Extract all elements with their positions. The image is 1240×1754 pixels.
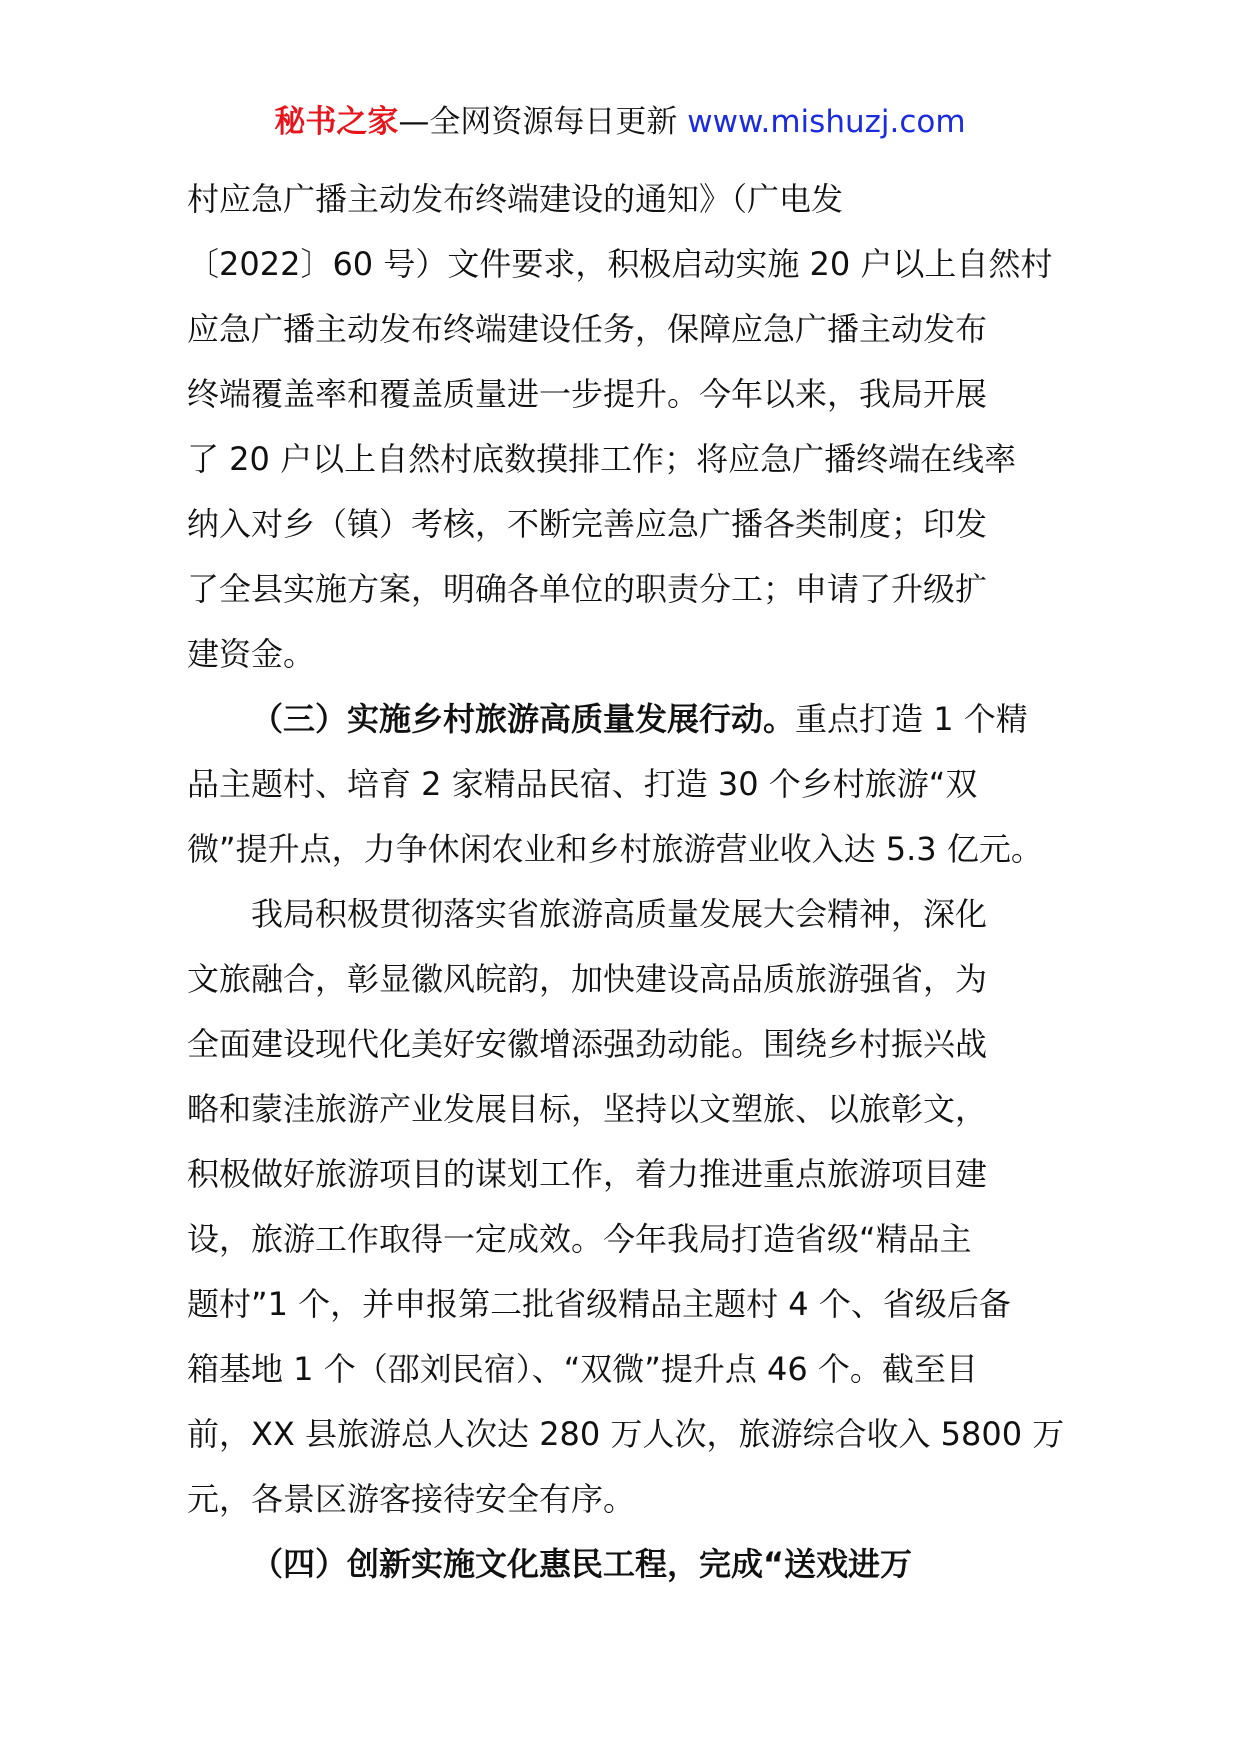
paragraph-line: 略和蒙洼旅游产业发展目标，坚持以文塑旅、以旅彰文， [187, 1090, 988, 1128]
header-url-link[interactable]: www.mishuzj.com [687, 104, 966, 140]
paragraph-line: 全面建设现代化美好安徽增添强劲动能。围绕乡村振兴战 [187, 1025, 988, 1063]
paragraph-line: 〔2022〕60 号）文件要求，积极启动实施 20 户以上自然村 [187, 245, 1053, 283]
paragraph-line: 纳入对乡（镇）考核，不断完善应急广播各类制度；印发 [187, 505, 988, 543]
paragraph-line: 了全县实施方案，明确各单位的职责分工；申请了升级扩 [187, 570, 988, 608]
paragraph-line: 了 20 户以上自然村底数摸排工作；将应急广播终端在线率 [187, 440, 1017, 478]
section-heading-3-text: 重点打造 1 个精 [795, 700, 1028, 738]
section-heading-3-title: （三）实施乡村旅游高质量发展行动。 [251, 700, 796, 738]
paragraph-line: 我局积极贯彻落实省旅游高质量发展大会精神，深化 [251, 895, 988, 933]
page-header [0, 100, 1240, 144]
paragraph-line: 积极做好旅游项目的谋划工作，着力推进重点旅游项目建 [187, 1155, 988, 1193]
paragraph-line: 箱基地 1 个（邵刘民宿）、“双微”提升点 46 个。截至目 [187, 1350, 978, 1388]
header-tagline: —全网资源每日更新 [398, 104, 688, 140]
paragraph-line: 品主题村、培育 2 家精品民宿、打造 30 个乡村旅游“双 [187, 765, 978, 803]
document-body [187, 167, 1087, 1597]
section-heading-4-title: （四）创新实施文化惠民工程，完成“送戏进万 [251, 1545, 913, 1583]
paragraph-line: 村应急广播主动发布终端建设的通知》（广电发 [187, 180, 844, 218]
paragraph-line: 建资金。 [187, 635, 316, 673]
paragraph-line: 应急广播主动发布终端建设任务，保障应急广播主动发布 [187, 310, 988, 348]
section-heading-3 [187, 687, 1087, 752]
paragraph-line: 终端覆盖率和覆盖质量进一步提升。今年以来，我局开展 [187, 375, 988, 413]
paragraph-line: 题村”1 个，并申报第二批省级精品主题村 4 个、省级后备 [187, 1285, 1011, 1323]
paragraph-line: 文旅融合，彰显徽风皖韵，加快建设高品质旅游强省，为 [187, 960, 988, 998]
paragraph-line: 前，XX 县旅游总人次达 280 万人次，旅游综合收入 5800 万 [187, 1415, 1065, 1453]
section-heading-4 [187, 1532, 1087, 1597]
paragraph-line: 设，旅游工作取得一定成效。今年我局打造省级“精品主 [187, 1220, 972, 1258]
paragraph-line: 元，各景区游客接待安全有序。 [187, 1480, 636, 1518]
header-brand: 秘书之家 [274, 104, 399, 140]
paragraph-line: 微”提升点，力争休闲农业和乡村旅游营业收入达 5.3 亿元。 [187, 830, 1043, 868]
